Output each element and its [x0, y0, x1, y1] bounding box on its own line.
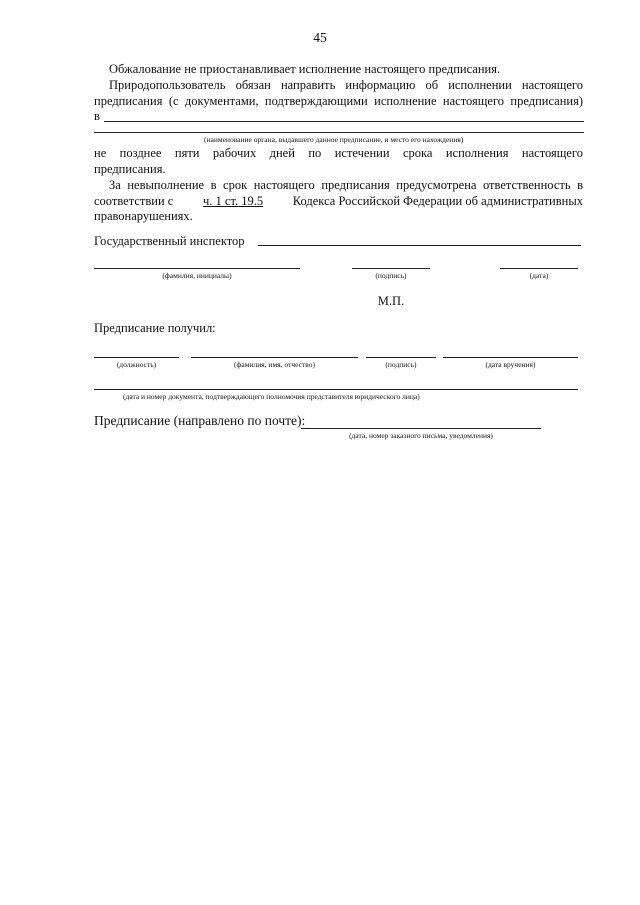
- paragraph-obligation-line-2: предписания (с документами, подтверждающими исполнение настоящего предписания): [94, 94, 583, 108]
- inspector-label: Государственный инспектор: [94, 234, 245, 248]
- law-article-link[interactable]: ч. 1 ст. 19.5: [203, 194, 264, 208]
- authority-document-line: [94, 389, 578, 390]
- inspector-line: [258, 245, 581, 246]
- paragraph-appeal: Обжалование не приостанавливает исполнение настоящего предписания.: [109, 62, 501, 76]
- paragraph-liability-line-1: За невыполнение в срок настоящего предписания предусмотрена ответственность в: [109, 178, 583, 192]
- caption-authority-document: (дата и номер документа, подтверждающего полномочия представителя юридического лица): [123, 392, 420, 401]
- caption-date: (дата): [529, 271, 549, 280]
- stamp-place: М.П.: [377, 294, 405, 308]
- caption-fio-full: (фамилия, имя, отчество): [234, 360, 315, 369]
- position-line: [94, 357, 179, 358]
- receiver-signature-line: [366, 357, 436, 358]
- caption-signature-2: (подпись): [385, 360, 417, 369]
- liability-prefix: соответствии с: [94, 194, 174, 208]
- paragraph-liability-line-2: [94, 193, 583, 209]
- mail-label: Предписание (направлено по почте):: [94, 413, 306, 428]
- liability-suffix: Кодекса Российской Федерации об административных: [292, 194, 583, 208]
- paragraph-liability-line-3: правонарушениях.: [94, 209, 193, 223]
- caption-signature: (подпись): [375, 271, 407, 280]
- organ-name-line: [104, 121, 584, 122]
- received-label: Предписание получил:: [94, 321, 216, 335]
- delivery-date-line: [443, 357, 578, 358]
- inspector-date-line: [500, 268, 578, 269]
- inspector-signature-line: [352, 268, 430, 269]
- page-number: 45: [313, 30, 327, 45]
- paragraph-deadline-line-2: предписания.: [94, 162, 166, 176]
- caption-fio-initials: (фамилия, инициалы): [162, 271, 232, 280]
- organ-name-line-2: [94, 132, 584, 133]
- paragraph-obligation-line-1: Природопользователь обязан направить информацию об исполнении настоящего: [109, 78, 583, 92]
- mail-line: [301, 428, 541, 429]
- inspector-fio-line: [94, 268, 300, 269]
- preposition-in: в: [94, 109, 100, 123]
- caption-delivery-date: (дата вручения): [485, 360, 536, 369]
- caption-organ: (наименование органа, выдавшего данное предписание, и место его нахождения): [204, 135, 464, 144]
- caption-position: (должность): [116, 360, 157, 369]
- caption-mail: (дата, номер заказного письма, уведомления): [349, 431, 493, 440]
- fio-full-line: [191, 357, 358, 358]
- paragraph-deadline-line-1: не позднее пяти рабочих дней по истечении срока исполнения настоящего: [94, 146, 583, 160]
